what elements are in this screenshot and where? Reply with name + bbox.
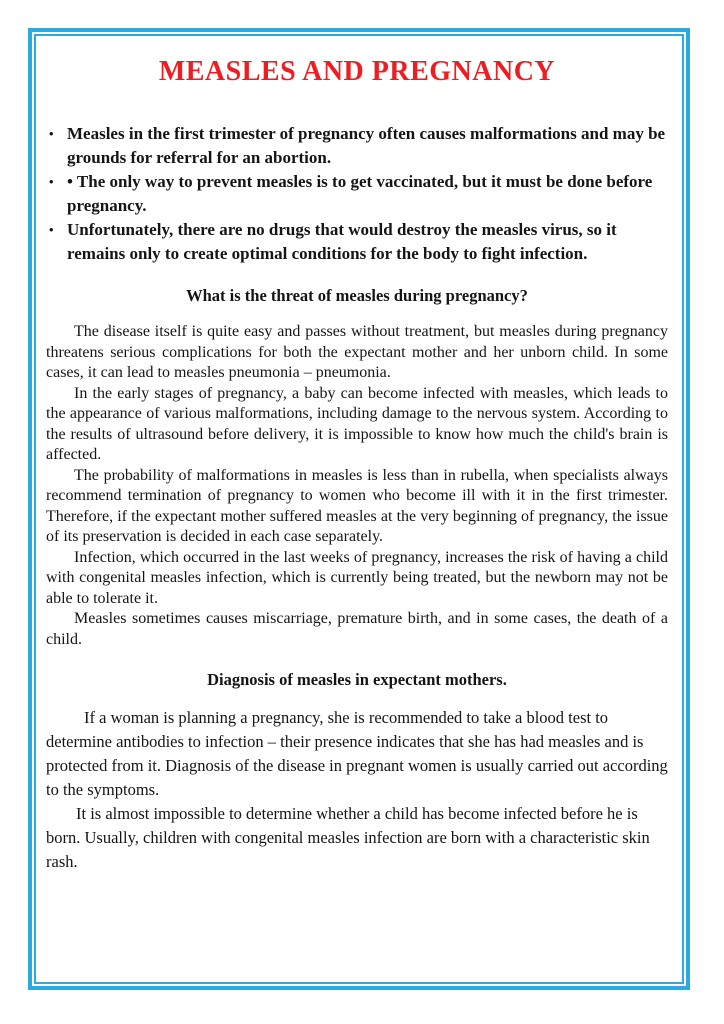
bullet-text: Unfortunately, there are no drugs that would destroy the measles virus, so it remains only to create optimal conditions for the body to fight infection. [67,220,617,263]
paragraph: The probability of malformations in measles is less than in rubella, when specialists always recommend termination of pregnancy to women who become ill with it in the first trimester. Therefore, if the expectant mother suffered measles at the very beginning of pregnancy, the issue of its preservation is decided in each case separately. [46,466,668,545]
bullet-item [46,170,668,218]
section-threat [46,285,668,650]
bullet-icon: • [49,222,54,237]
paragraph: The disease itself is quite easy and passes without treatment, but measles during pregnancy threatens serious complications for both the expectant mother and her unborn child. In some cases, it can lead to measles pneumonia – pneumonia. [46,323,668,381]
page-content [46,0,668,874]
bullet-text: Measles in the first trimester of pregnancy often causes malformations and may be grounds for referral for an abortion. [67,124,666,167]
section-diagnosis [46,669,668,874]
paragraph: It is almost impossible to determine whether a child has become infected before he is born. Usually, children with congenital measles infection are born with a characteristic skin rash. [46,804,650,871]
document-title: MEASLES AND PREGNANCY [158,56,556,87]
paragraph: Infection, which occurred in the last weeks of pregnancy, increases the risk of having a child with congenital measles infection, which is currently being treated, but the newborn may not be able to tolerate it. [46,548,668,607]
bullet-icon: • [49,126,54,141]
bullet-item [46,122,668,170]
bullet-icon: • [49,174,54,189]
section-heading: What is the threat of measles during pregnancy? [186,286,528,305]
paragraph: Measles sometimes causes miscarriage, premature birth, and in some cases, the death of a child. [46,610,668,648]
section-heading: Diagnosis of measles in expectant mothers. [207,670,507,689]
bullet-text: • The only way to prevent measles is to get vaccinated, but it must be done before pregnancy. [67,172,653,215]
paragraph: In the early stages of pregnancy, a baby can become infected with measles, which leads to the appearance of various malformations, including damage to the nervous system. According to the results of ultrasound before delivery, it is impossible to know how much the child's brain is affected. [46,384,668,463]
paragraph: If a woman is planning a pregnancy, she is recommended to take a blood test to determine antibodies to infection – their presence indicates that she has had measles and is protected from it. Diagnosis of the disease in pregnant women is usually carried out according to the symptoms. [46,708,668,799]
bullet-list [46,122,668,266]
bullet-item [46,218,668,266]
